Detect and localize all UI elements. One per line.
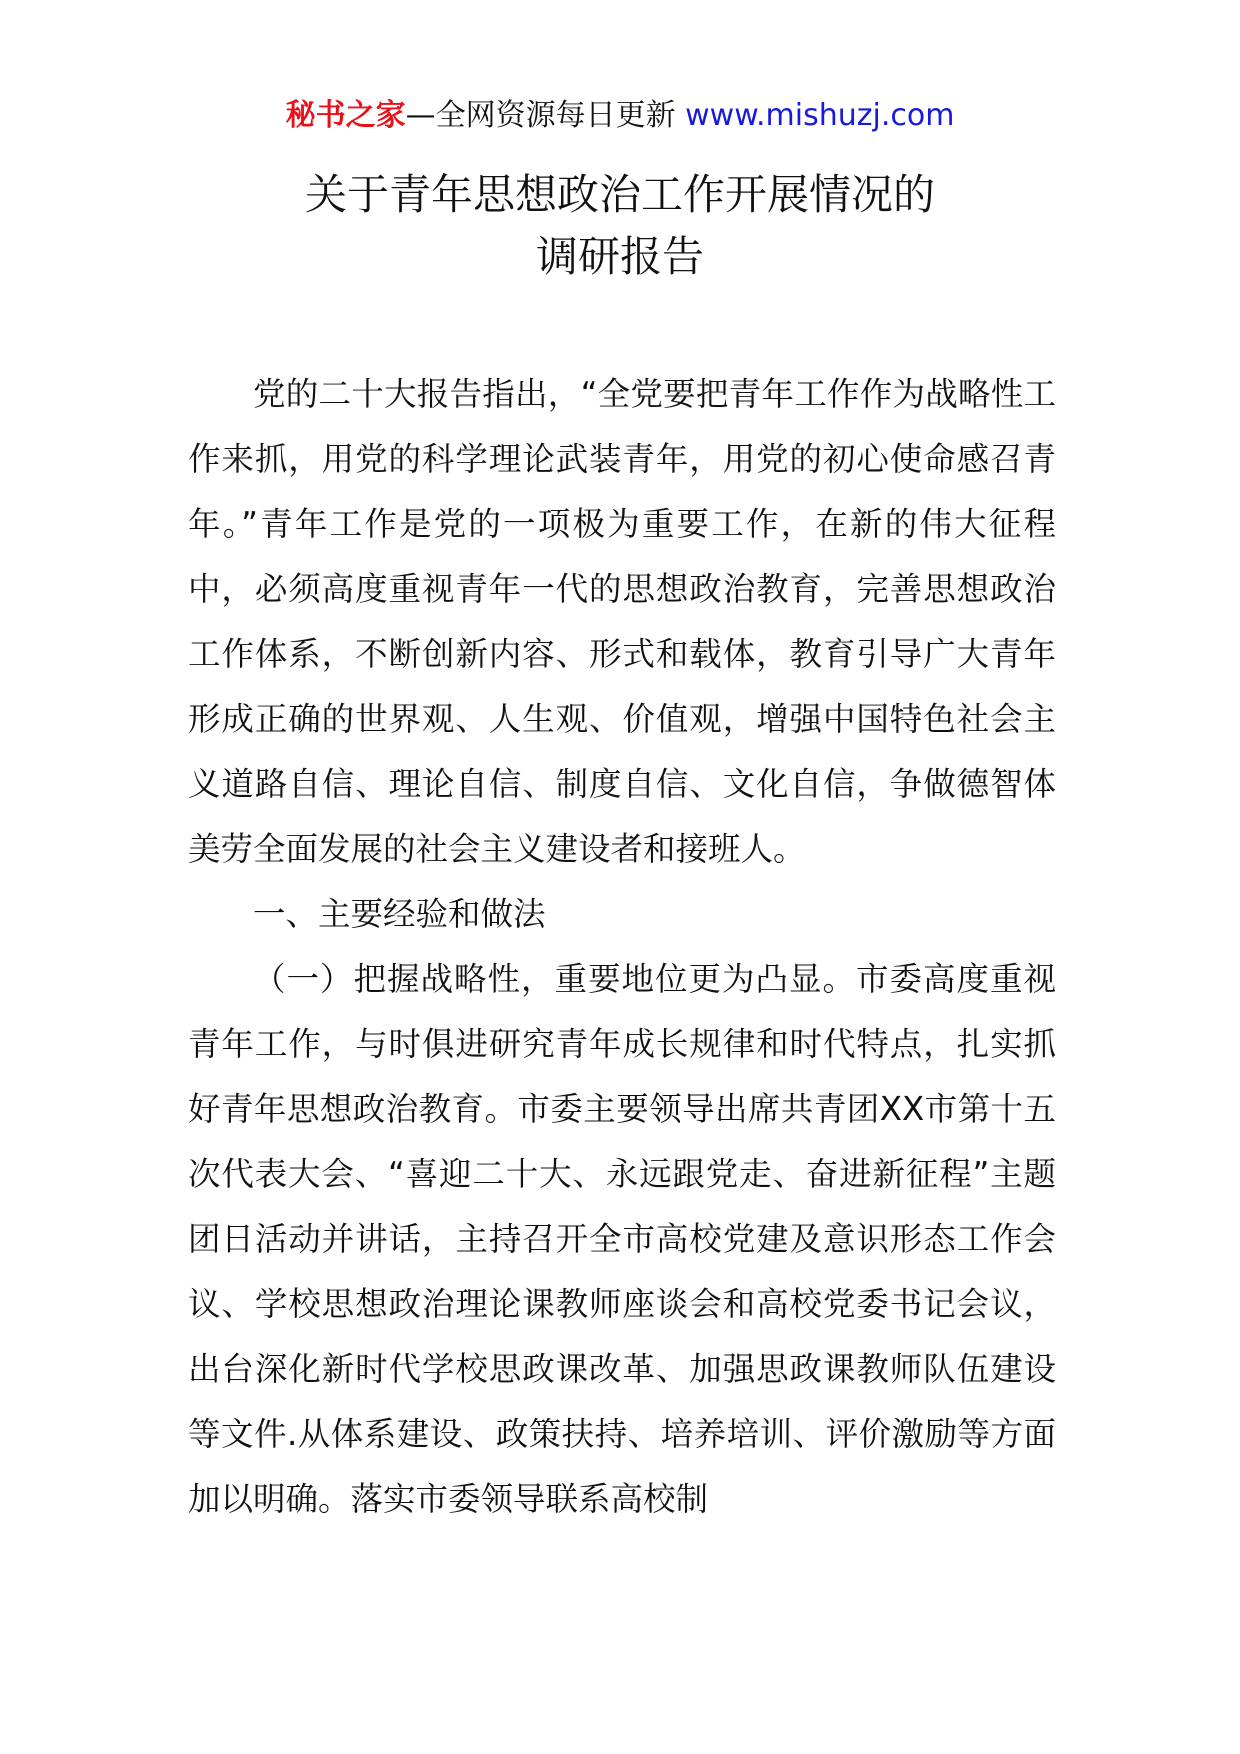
banner-tagline: —全网资源每日更新 [405, 98, 676, 133]
site-url-link[interactable]: www.mishuzj.com [685, 98, 955, 133]
document-body [188, 362, 1056, 1532]
brand-name: 秘书之家 [285, 98, 406, 133]
document-title-line-2: 调研报告 [535, 232, 704, 281]
document-title-line-1: 关于青年思想政治工作开展情况的 [304, 170, 935, 219]
site-banner [0, 98, 1240, 134]
intro-paragraph: 党的二十大报告指出，“全党要把青年工作作为战略性工作来抓，用党的科学理论武装青年，用党的初心使命感召青年。”青年工作是党的一项极为重要工作，在新的伟大征程中，必须高度重视青年一代的思想政治教育，完善思想政治工作体系，不断创新内容、形式和载体，教育引导广大青年形成正确的世界观、人生观、价值观，增强中国特色社会主义道路自信、理论自信、制度自信、文化自信，争做德智体美劳全面发展的社会主义建设者和接班人。 [188, 375, 1056, 868]
section-paragraph: （一）把握战略性，重要地位更为凸显。市委高度重视青年工作，与时俱进研究青年成长规律和时代特点，扎实抓好青年思想政治教育。市委主要领导出席共青团XX市第十五次代表大会、“喜迎二十大、永远跟党走、奋进新征程”主题团日活动并讲话，主持召开全市高校党建及意识形态工作会议、学校思想政治理论课教师座谈会和高校党委书记会议，出台深化新时代学校思政课改革、加强思政课教师队伍建设等文件.从体系建设、政策扶持、培养培训、评价激励等方面加以明确。落实市委领导联系高校制 [188, 960, 1056, 1518]
section-heading: 一、主要经验和做法 [253, 895, 546, 933]
